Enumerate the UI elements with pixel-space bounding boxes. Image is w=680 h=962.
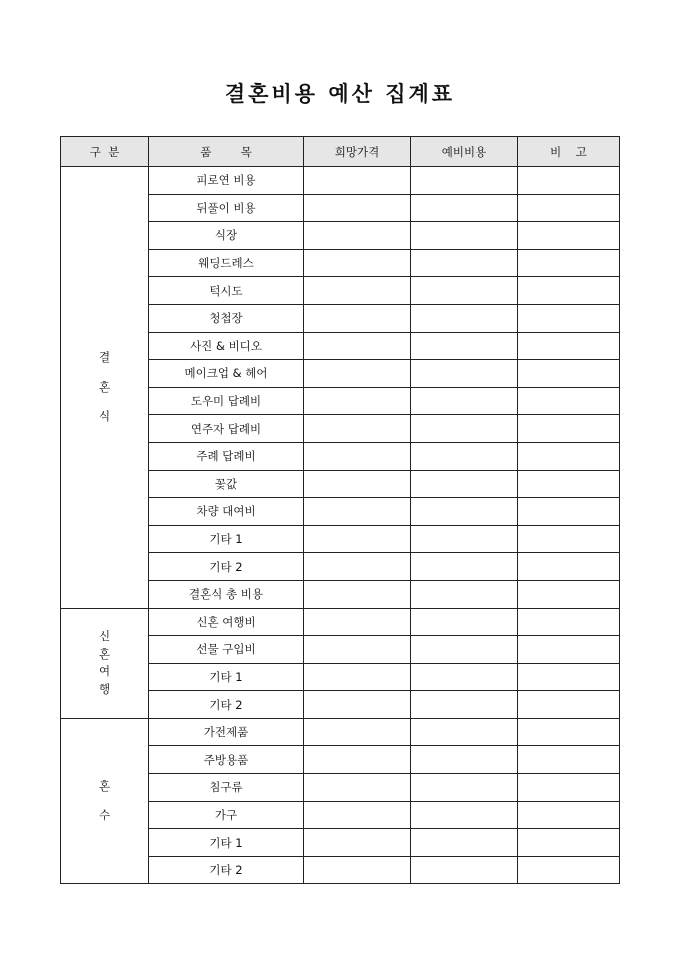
- note-cell[interactable]: [518, 608, 620, 636]
- budget-table: [60, 136, 620, 884]
- item-name-cell: 사진 & 비디오: [149, 332, 304, 360]
- table-row: [61, 167, 620, 195]
- desired-price-cell[interactable]: [304, 636, 411, 664]
- category-char: 여: [98, 664, 111, 679]
- reserve-cost-cell[interactable]: [411, 746, 518, 774]
- item-name-cell: 웨딩드레스: [149, 249, 304, 277]
- desired-price-cell[interactable]: [304, 442, 411, 470]
- desired-price-cell[interactable]: [304, 608, 411, 636]
- category-char: 결: [98, 350, 111, 364]
- category-cell: [61, 718, 149, 884]
- note-cell[interactable]: [518, 718, 620, 746]
- note-cell[interactable]: [518, 801, 620, 829]
- item-name-cell: 식장: [149, 222, 304, 250]
- item-name-cell: 주례 답례비: [149, 442, 304, 470]
- reserve-cost-cell[interactable]: [411, 580, 518, 608]
- note-cell[interactable]: [518, 167, 620, 195]
- header-category: 구 분: [61, 137, 149, 167]
- reserve-cost-cell[interactable]: [411, 194, 518, 222]
- desired-price-cell[interactable]: [304, 774, 411, 802]
- note-cell[interactable]: [518, 249, 620, 277]
- category-char: 혼: [98, 778, 111, 793]
- note-cell[interactable]: [518, 580, 620, 608]
- reserve-cost-cell[interactable]: [411, 415, 518, 443]
- reserve-cost-cell[interactable]: [411, 470, 518, 498]
- note-cell[interactable]: [518, 746, 620, 774]
- desired-price-cell[interactable]: [304, 387, 411, 415]
- note-cell[interactable]: [518, 304, 620, 332]
- item-name-cell: 침구류: [149, 774, 304, 802]
- reserve-cost-cell[interactable]: [411, 774, 518, 802]
- category-char: 수: [98, 808, 111, 823]
- header-reserve-cost: 예비비용: [411, 137, 518, 167]
- reserve-cost-cell[interactable]: [411, 249, 518, 277]
- desired-price-cell[interactable]: [304, 277, 411, 305]
- reserve-cost-cell[interactable]: [411, 718, 518, 746]
- item-name-cell: 기타 1: [149, 829, 304, 857]
- reserve-cost-cell[interactable]: [411, 332, 518, 360]
- desired-price-cell[interactable]: [304, 415, 411, 443]
- item-name-cell: 기타 1: [149, 663, 304, 691]
- desired-price-cell[interactable]: [304, 746, 411, 774]
- reserve-cost-cell[interactable]: [411, 167, 518, 195]
- item-name-cell: 차량 대여비: [149, 498, 304, 526]
- item-name-cell: 기타 2: [149, 856, 304, 884]
- table-row: [61, 608, 620, 636]
- item-name-cell: 가구: [149, 801, 304, 829]
- reserve-cost-cell[interactable]: [411, 360, 518, 388]
- item-name-cell: 결혼식 총 비용: [149, 580, 304, 608]
- reserve-cost-cell[interactable]: [411, 691, 518, 719]
- header-note: 비 고: [518, 137, 620, 167]
- desired-price-cell[interactable]: [304, 580, 411, 608]
- desired-price-cell[interactable]: [304, 360, 411, 388]
- reserve-cost-cell[interactable]: [411, 442, 518, 470]
- reserve-cost-cell[interactable]: [411, 856, 518, 884]
- category-char: 식: [98, 409, 111, 423]
- item-name-cell: 연주자 답례비: [149, 415, 304, 443]
- category-char: 신: [98, 629, 111, 644]
- desired-price-cell[interactable]: [304, 498, 411, 526]
- header-desired-price: 희망가격: [304, 137, 411, 167]
- reserve-cost-cell[interactable]: [411, 525, 518, 553]
- desired-price-cell[interactable]: [304, 553, 411, 581]
- note-cell[interactable]: [518, 222, 620, 250]
- note-cell[interactable]: [518, 856, 620, 884]
- reserve-cost-cell[interactable]: [411, 498, 518, 526]
- desired-price-cell[interactable]: [304, 167, 411, 195]
- item-name-cell: 뒤풀이 비용: [149, 194, 304, 222]
- desired-price-cell[interactable]: [304, 194, 411, 222]
- note-cell[interactable]: [518, 774, 620, 802]
- note-cell[interactable]: [518, 194, 620, 222]
- desired-price-cell[interactable]: [304, 249, 411, 277]
- item-name-cell: 신혼 여행비: [149, 608, 304, 636]
- table-row: [61, 718, 620, 746]
- reserve-cost-cell[interactable]: [411, 277, 518, 305]
- header-row: [61, 137, 620, 167]
- note-cell[interactable]: [518, 470, 620, 498]
- desired-price-cell[interactable]: [304, 829, 411, 857]
- note-cell[interactable]: [518, 553, 620, 581]
- desired-price-cell[interactable]: [304, 801, 411, 829]
- reserve-cost-cell[interactable]: [411, 801, 518, 829]
- note-cell[interactable]: [518, 829, 620, 857]
- reserve-cost-cell[interactable]: [411, 663, 518, 691]
- note-cell[interactable]: [518, 663, 620, 691]
- reserve-cost-cell[interactable]: [411, 222, 518, 250]
- desired-price-cell[interactable]: [304, 304, 411, 332]
- desired-price-cell[interactable]: [304, 332, 411, 360]
- item-name-cell: 메이크업 & 헤어: [149, 360, 304, 388]
- item-name-cell: 선물 구입비: [149, 636, 304, 664]
- item-name-cell: 도우미 답례비: [149, 387, 304, 415]
- header-item: 품 목: [149, 137, 304, 167]
- desired-price-cell[interactable]: [304, 222, 411, 250]
- desired-price-cell[interactable]: [304, 691, 411, 719]
- item-name-cell: 기타 1: [149, 525, 304, 553]
- desired-price-cell[interactable]: [304, 663, 411, 691]
- note-cell[interactable]: [518, 498, 620, 526]
- reserve-cost-cell[interactable]: [411, 829, 518, 857]
- item-name-cell: 주방용품: [149, 746, 304, 774]
- desired-price-cell[interactable]: [304, 470, 411, 498]
- item-name-cell: 기타 2: [149, 553, 304, 581]
- note-cell[interactable]: [518, 360, 620, 388]
- category-char: 행: [98, 681, 111, 696]
- reserve-cost-cell[interactable]: [411, 553, 518, 581]
- category-char: 혼: [98, 646, 111, 661]
- item-name-cell: 청첩장: [149, 304, 304, 332]
- desired-price-cell[interactable]: [304, 718, 411, 746]
- item-name-cell: 가전제품: [149, 718, 304, 746]
- category-cell: [61, 167, 149, 609]
- item-name-cell: 피로연 비용: [149, 167, 304, 195]
- reserve-cost-cell[interactable]: [411, 636, 518, 664]
- desired-price-cell[interactable]: [304, 856, 411, 884]
- reserve-cost-cell[interactable]: [411, 608, 518, 636]
- item-name-cell: 꽃값: [149, 470, 304, 498]
- item-name-cell: 기타 2: [149, 691, 304, 719]
- desired-price-cell[interactable]: [304, 525, 411, 553]
- note-cell[interactable]: [518, 636, 620, 664]
- note-cell[interactable]: [518, 332, 620, 360]
- note-cell[interactable]: [518, 525, 620, 553]
- note-cell[interactable]: [518, 691, 620, 719]
- note-cell[interactable]: [518, 442, 620, 470]
- category-cell: [61, 608, 149, 718]
- note-cell[interactable]: [518, 415, 620, 443]
- item-name-cell: 턱시도: [149, 277, 304, 305]
- category-char: 혼: [98, 379, 111, 394]
- reserve-cost-cell[interactable]: [411, 387, 518, 415]
- reserve-cost-cell[interactable]: [411, 304, 518, 332]
- note-cell[interactable]: [518, 387, 620, 415]
- page-title: 결혼비용 예산 집계표: [224, 81, 456, 106]
- note-cell[interactable]: [518, 277, 620, 305]
